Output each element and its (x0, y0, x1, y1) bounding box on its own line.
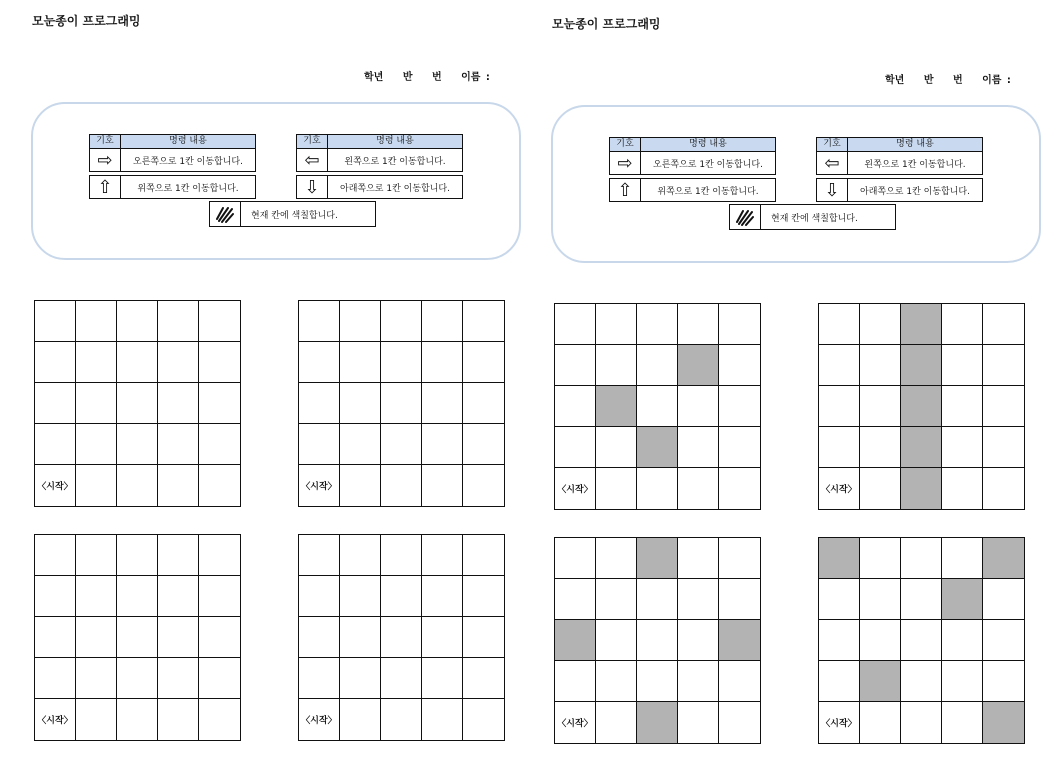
grid-cell (719, 386, 760, 427)
scribble-icon (730, 205, 761, 229)
command-right-text: 오른쪽으로 1칸 이동합니다. (641, 152, 776, 175)
grid-cell (422, 301, 463, 342)
grid-cell (901, 579, 942, 620)
grid-cell (299, 383, 340, 424)
grid-cell (463, 383, 504, 424)
grid-cell (637, 661, 678, 702)
grid-paper (554, 303, 761, 510)
grid-cell (983, 386, 1024, 427)
paint-command-text: 현재 칸에 색칠합니다. (771, 213, 858, 224)
grid-cell (199, 658, 240, 699)
grid-cell (983, 427, 1024, 468)
grid-cell (901, 661, 942, 702)
command-up-text: 위쪽으로 1칸 이동합니다. (121, 176, 256, 199)
grid-cell-filled (719, 620, 760, 661)
grid-cell (942, 702, 983, 743)
header-command: 명령 내용 (848, 138, 983, 152)
grid-cell (199, 576, 240, 617)
grid-cell (381, 301, 422, 342)
grid-cell (117, 658, 158, 699)
grid-cell (942, 386, 983, 427)
grid-cell (719, 538, 760, 579)
grid-cell (299, 658, 340, 699)
command-left-text: 왼쪽으로 1칸 이동합니다. (848, 152, 983, 175)
command-up-text: 위쪽으로 1칸 이동합니다. (641, 179, 776, 202)
grid-cell (76, 342, 117, 383)
grid-cell (158, 658, 199, 699)
grid-cell (678, 386, 719, 427)
grid-paper (34, 300, 241, 507)
scribble-icon (210, 202, 241, 226)
grid-cell (719, 579, 760, 620)
grid-cell (340, 699, 381, 740)
grid-cell-filled (637, 538, 678, 579)
number-label: 번 (952, 75, 963, 86)
grid-cell (463, 342, 504, 383)
grid-cell (678, 468, 719, 509)
grid-cell (199, 424, 240, 465)
grid-paper (818, 303, 1025, 510)
grid-cell (637, 386, 678, 427)
grid-cell (983, 468, 1024, 509)
grid-cell (942, 304, 983, 345)
grid-cell (35, 576, 76, 617)
down-arrow-icon: ⇩ (297, 176, 328, 199)
grade-label: 학년 (885, 75, 905, 86)
grid-cell (942, 661, 983, 702)
grid-cell (199, 342, 240, 383)
number-label: 번 (431, 72, 442, 83)
grid-cell (901, 620, 942, 661)
sheet-title: 모눈종이 프로그래밍 (552, 17, 661, 31)
grid-cell (199, 535, 240, 576)
grid-cell (340, 383, 381, 424)
grid-cell (596, 468, 637, 509)
grid-cell (381, 699, 422, 740)
grid-cell (422, 465, 463, 506)
grid-cell (158, 383, 199, 424)
grid-cell (555, 304, 596, 345)
grid-cell (678, 304, 719, 345)
grid-cell (158, 535, 199, 576)
grid-cell (819, 702, 860, 743)
grid-cell (463, 535, 504, 576)
grid-cell-filled (555, 620, 596, 661)
grid-cell (381, 424, 422, 465)
grid-cell (76, 658, 117, 699)
grid-cell (381, 465, 422, 506)
grid-cell (637, 579, 678, 620)
left-arrow-icon: ⇦ (297, 149, 328, 172)
grid-cell (381, 342, 422, 383)
grid-cell-filled (942, 579, 983, 620)
grid-cell (983, 304, 1024, 345)
name-label: 이름 : (982, 75, 1011, 86)
command-down-text: 아래쪽으로 1칸 이동합니다. (328, 176, 463, 199)
grid-cell (463, 658, 504, 699)
grid-cell (463, 465, 504, 506)
grid-cell (158, 617, 199, 658)
name-label: 이름 : (461, 72, 490, 83)
grid-cell (983, 620, 1024, 661)
grid-cell (299, 424, 340, 465)
grid-cell (596, 345, 637, 386)
grid-cell (340, 465, 381, 506)
grid-cell (76, 576, 117, 617)
start-label: 〈시작〉 (37, 716, 73, 726)
grid-cell (76, 465, 117, 506)
paint-command (729, 204, 896, 230)
class-label: 반 (923, 75, 934, 86)
grid-cell (819, 304, 860, 345)
grid-cell (340, 535, 381, 576)
grid-cell (340, 424, 381, 465)
grid-cell (596, 538, 637, 579)
right-arrow-icon: ⇨ (610, 152, 641, 175)
grid-cell (463, 617, 504, 658)
student-info (885, 71, 1011, 86)
grid-cell (637, 620, 678, 661)
grid-cell (158, 465, 199, 506)
command-down-text: 아래쪽으로 1칸 이동합니다. (848, 179, 983, 202)
grid-cell (299, 342, 340, 383)
grid-paper (34, 534, 241, 741)
grid-cell (463, 301, 504, 342)
command-table-right (296, 134, 463, 199)
grid-cell (35, 658, 76, 699)
grid-cell (35, 699, 76, 740)
grid-cell (860, 538, 901, 579)
grid-cell (719, 661, 760, 702)
command-table-left (609, 137, 776, 202)
grid-cell (678, 427, 719, 468)
grid-cell (942, 620, 983, 661)
grid-cell (819, 427, 860, 468)
grid-cell (381, 535, 422, 576)
grid-cell (381, 658, 422, 699)
grade-label: 학년 (364, 72, 384, 83)
grid-cell-filled (637, 427, 678, 468)
grid-cell (596, 579, 637, 620)
grid-cell (719, 702, 760, 743)
header-symbol: 기호 (817, 138, 848, 152)
grid-cell (117, 465, 158, 506)
grid-cell (637, 304, 678, 345)
grid-cell (463, 699, 504, 740)
grid-cell (158, 576, 199, 617)
grid-paper (554, 537, 761, 744)
grid-cell (719, 468, 760, 509)
grid-cell (35, 383, 76, 424)
grid-cell (860, 468, 901, 509)
grid-cell (819, 386, 860, 427)
grid-cell (199, 699, 240, 740)
grid-cell (35, 535, 76, 576)
grid-cell (299, 576, 340, 617)
grid-cell (819, 345, 860, 386)
grid-cell (678, 620, 719, 661)
grid-cell (596, 620, 637, 661)
grid-cell (340, 301, 381, 342)
grid-cell (463, 424, 504, 465)
start-label: 〈시작〉 (821, 719, 857, 729)
grid-cell (299, 699, 340, 740)
header-command: 명령 내용 (328, 135, 463, 149)
start-label: 〈시작〉 (301, 482, 337, 492)
grid-cell (76, 535, 117, 576)
grid-cell (381, 576, 422, 617)
grid-cell (860, 304, 901, 345)
grid-paper (298, 534, 505, 741)
grid-cell (819, 468, 860, 509)
grid-cell (299, 617, 340, 658)
grid-cell-filled (901, 468, 942, 509)
grid-cell (860, 345, 901, 386)
grid-cell (819, 579, 860, 620)
grid-cell (678, 538, 719, 579)
grid-cell (117, 576, 158, 617)
grid-cell (199, 383, 240, 424)
sheet-title: 모눈종이 프로그래밍 (32, 14, 141, 28)
grid-cell (117, 383, 158, 424)
grid-cell (299, 465, 340, 506)
grid-cell (555, 345, 596, 386)
start-label: 〈시작〉 (37, 482, 73, 492)
header-symbol: 기호 (297, 135, 328, 149)
grid-cell (76, 301, 117, 342)
grid-cell (76, 699, 117, 740)
grid-cell (942, 468, 983, 509)
grid-cell (35, 342, 76, 383)
grid-cell (35, 465, 76, 506)
header-symbol: 기호 (90, 135, 121, 149)
grid-cell (422, 342, 463, 383)
grid-paper (298, 300, 505, 507)
command-table-right (816, 137, 983, 202)
grid-cell (422, 424, 463, 465)
grid-cell-filled (596, 386, 637, 427)
grid-cell-filled (901, 345, 942, 386)
command-table-left (89, 134, 256, 199)
grid-cell (117, 424, 158, 465)
grid-cell (340, 576, 381, 617)
grid-cell (422, 699, 463, 740)
grid-cell (422, 658, 463, 699)
grid-cell (596, 702, 637, 743)
grid-cell (158, 342, 199, 383)
grid-cell (463, 576, 504, 617)
grid-cell (555, 579, 596, 620)
grid-cell (117, 301, 158, 342)
down-arrow-icon: ⇩ (817, 179, 848, 202)
grid-cell (299, 301, 340, 342)
grid-cell-filled (983, 702, 1024, 743)
start-label: 〈시작〉 (301, 716, 337, 726)
grid-cell (942, 538, 983, 579)
grid-cell (117, 699, 158, 740)
grid-cell (860, 702, 901, 743)
grid-cell (555, 702, 596, 743)
start-label: 〈시작〉 (557, 719, 593, 729)
grid-cell (901, 702, 942, 743)
command-right-text: 오른쪽으로 1칸 이동합니다. (121, 149, 256, 172)
grid-cell (719, 427, 760, 468)
grid-cell-filled (678, 345, 719, 386)
right-arrow-icon: ⇨ (90, 149, 121, 172)
grid-cell (117, 535, 158, 576)
grid-cell (199, 617, 240, 658)
grid-cell (555, 468, 596, 509)
grid-cell (555, 661, 596, 702)
grid-cell (76, 383, 117, 424)
grid-cell (35, 301, 76, 342)
grid-cell (596, 304, 637, 345)
start-label: 〈시작〉 (821, 485, 857, 495)
grid-cell (983, 345, 1024, 386)
grid-cell (35, 617, 76, 658)
grid-cell (596, 661, 637, 702)
grid-cell (983, 579, 1024, 620)
student-info (364, 68, 490, 83)
grid-cell (942, 345, 983, 386)
grid-cell (678, 661, 719, 702)
grid-cell (860, 579, 901, 620)
grid-cell (719, 304, 760, 345)
paint-command-text: 현재 칸에 색칠합니다. (251, 210, 338, 221)
command-left-text: 왼쪽으로 1칸 이동합니다. (328, 149, 463, 172)
grid-cell (117, 617, 158, 658)
grid-cell (76, 424, 117, 465)
grid-cell (422, 576, 463, 617)
left-arrow-icon: ⇦ (817, 152, 848, 175)
up-arrow-icon: ⇧ (90, 176, 121, 199)
grid-cell (158, 424, 199, 465)
paint-command (209, 201, 376, 227)
grid-cell-filled (819, 538, 860, 579)
grid-cell (76, 617, 117, 658)
grid-cell-filled (901, 386, 942, 427)
grid-cell (637, 345, 678, 386)
grid-cell (299, 535, 340, 576)
grid-cell (422, 535, 463, 576)
worksheet-right (524, 0, 1048, 766)
grid-cell (199, 465, 240, 506)
grid-cell (860, 386, 901, 427)
up-arrow-icon: ⇧ (610, 179, 641, 202)
grid-cell (422, 383, 463, 424)
grid-cell (381, 617, 422, 658)
grid-cell-filled (637, 702, 678, 743)
grid-cell-filled (901, 304, 942, 345)
grid-cell (35, 424, 76, 465)
grid-cell (158, 699, 199, 740)
grid-cell (819, 620, 860, 661)
grid-cell-filled (901, 427, 942, 468)
grid-cell (117, 342, 158, 383)
grid-cell (983, 661, 1024, 702)
class-label: 반 (402, 72, 413, 83)
grid-paper (818, 537, 1025, 744)
header-command: 명령 내용 (641, 138, 776, 152)
grid-cell-filled (860, 661, 901, 702)
grid-cell (819, 661, 860, 702)
grid-cell (637, 468, 678, 509)
grid-cell (719, 345, 760, 386)
grid-cell (340, 658, 381, 699)
grid-cell (860, 427, 901, 468)
grid-cell-filled (983, 538, 1024, 579)
grid-cell (901, 538, 942, 579)
grid-cell (942, 427, 983, 468)
grid-cell (678, 702, 719, 743)
header-command: 명령 내용 (121, 135, 256, 149)
grid-cell (158, 301, 199, 342)
grid-cell (340, 617, 381, 658)
grid-cell (555, 386, 596, 427)
grid-cell (381, 383, 422, 424)
grid-cell (340, 342, 381, 383)
grid-cell (422, 617, 463, 658)
grid-cell (596, 427, 637, 468)
grid-cell (555, 427, 596, 468)
grid-cell (678, 579, 719, 620)
start-label: 〈시작〉 (557, 485, 593, 495)
header-symbol: 기호 (610, 138, 641, 152)
grid-cell (860, 620, 901, 661)
grid-cell (555, 538, 596, 579)
grid-cell (199, 301, 240, 342)
